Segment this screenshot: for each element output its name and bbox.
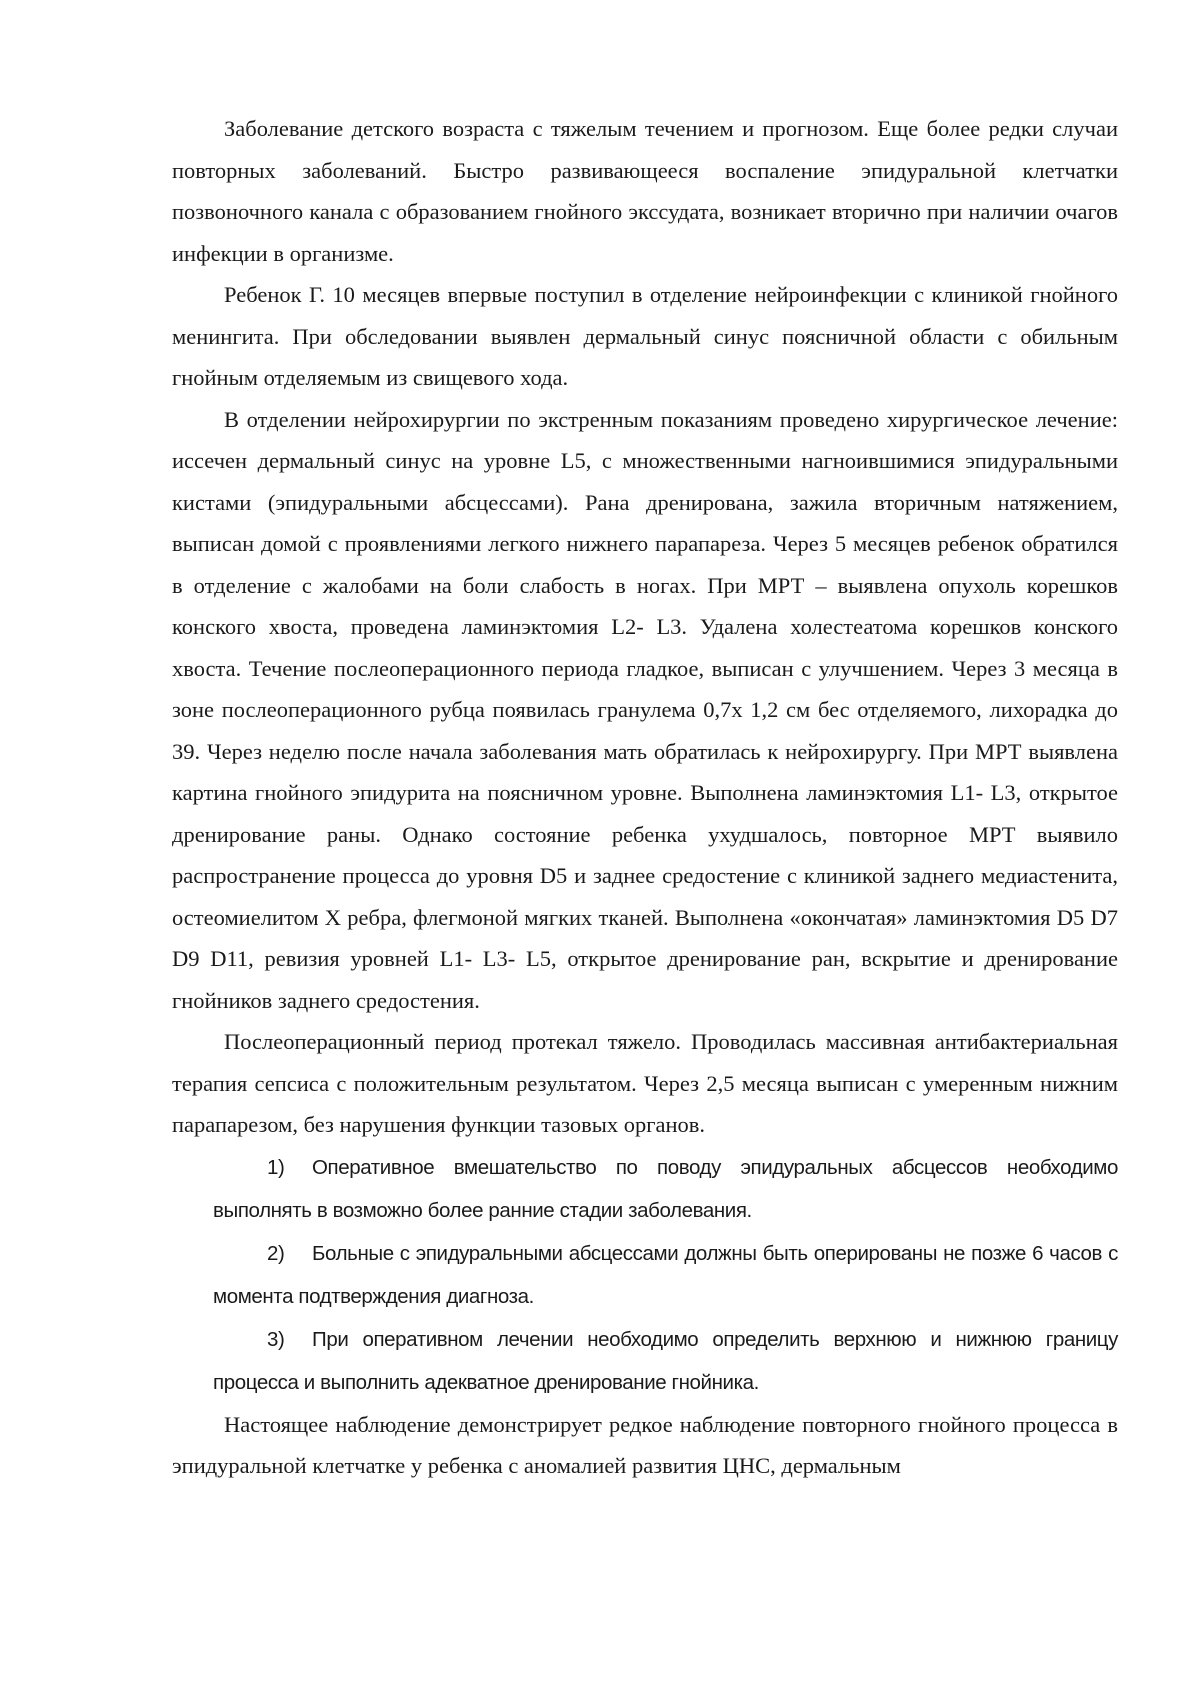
list-item-text: При оперативном лечении необходимо определить верхнюю и нижнюю границу процесса и выполнить адекватное дренирование гнойника. xyxy=(213,1327,1118,1394)
paragraph-postoperative: Послеоперационный период протекал тяжело. Проводилась массивная антибактериальная терапия сепсиса с положительным результатом. Через 2,5 месяца выписан с умеренным нижним парапарезом, без нарушения функции тазовых органов. xyxy=(172,1029,1118,1137)
list-item-text: Больные с эпидуральными абсцессами должны быть оперированы не позже 6 часов с момента подтверждения диагноза. xyxy=(213,1241,1118,1308)
paragraph-case-admission: Ребенок Г. 10 месяцев впервые поступил в отделение нейроинфекции с клиникой гнойного менингита. При обследовании выявлен дермальный синус поясничной области с обильным гнойным отделяемым из свищевого хода. xyxy=(172,282,1118,390)
list-item xyxy=(172,1318,1118,1404)
paragraph-introduction: Заболевание детского возраста с тяжелым течением и прогнозом. Еще более редки случаи повторных заболеваний. Быстро развивающееся воспаление эпидуральной клетчатки позвоночного канала с образованием гнойного экссудата, возникает вторично при наличии очагов инфекции в организме. xyxy=(172,116,1118,266)
conclusions-list xyxy=(172,1146,1118,1404)
list-item-number: 2) xyxy=(267,1241,285,1265)
list-item xyxy=(172,1146,1118,1232)
list-item-number: 3) xyxy=(267,1327,285,1351)
list-item-text: Оперативное вмешательство по поводу эпидуральных абсцессов необходимо выполнять в возможно более ранние стадии заболевания. xyxy=(213,1155,1118,1222)
paragraph-case-treatment: В отделении нейрохирургии по экстренным показаниям проведено хирургическое лечение: иссечен дермальный синус на уровне L5, с множественными нагноившимися эпидуральными кистами (эпидуральными абсцессами). Рана дренирована, зажила вторичным натяжением, выписан домой с проявлениями легкого нижнего парапареза. Через 5 месяцев ребенок обратился в отделение с жалобами на боли слабость в ногах. При МРТ – выявлена опухоль корешков конского хвоста, проведена ламинэктомия L2- L3. Удалена холестеатома корешков конского хвоста. Течение послеоперационного периода гладкое, выписан с улучшением. Через 3 месяца в зоне послеоперационного рубца появилась гранулема 0,7х 1,2 см бес отделяемого, лихорадка до 39. Через неделю после начала заболевания мать обратилась к нейрохирургу. При МРТ выявлена картина гнойного эпидурита на поясничном уровне. Выполнена ламинэктомия L1- L3, открытое дренирование раны. Однако состояние ребенка ухудшалось, повторное МРТ выявило распространение процесса до уровня D5 и заднее средостение с клиникой заднего медиастенита, остеомиелитом X ребра, флегмоной мягких тканей. Выполнена «окончатая» ламинэктомия D5 D7 D9 D11, ревизия уровней L1- L3- L5, открытое дренирование ран, вскрытие и дренирование гнойников заднего средостения. xyxy=(172,406,1118,1013)
paragraph-closing: Настоящее наблюдение демонстрирует редкое наблюдение повторного гнойного процесса в эпидуральной клетчатке у ребенка с аномалией развития ЦНС, дермальным xyxy=(172,1411,1118,1478)
list-item-number: 1) xyxy=(267,1155,285,1179)
list-item xyxy=(172,1232,1118,1318)
document-body xyxy=(172,108,1118,1487)
